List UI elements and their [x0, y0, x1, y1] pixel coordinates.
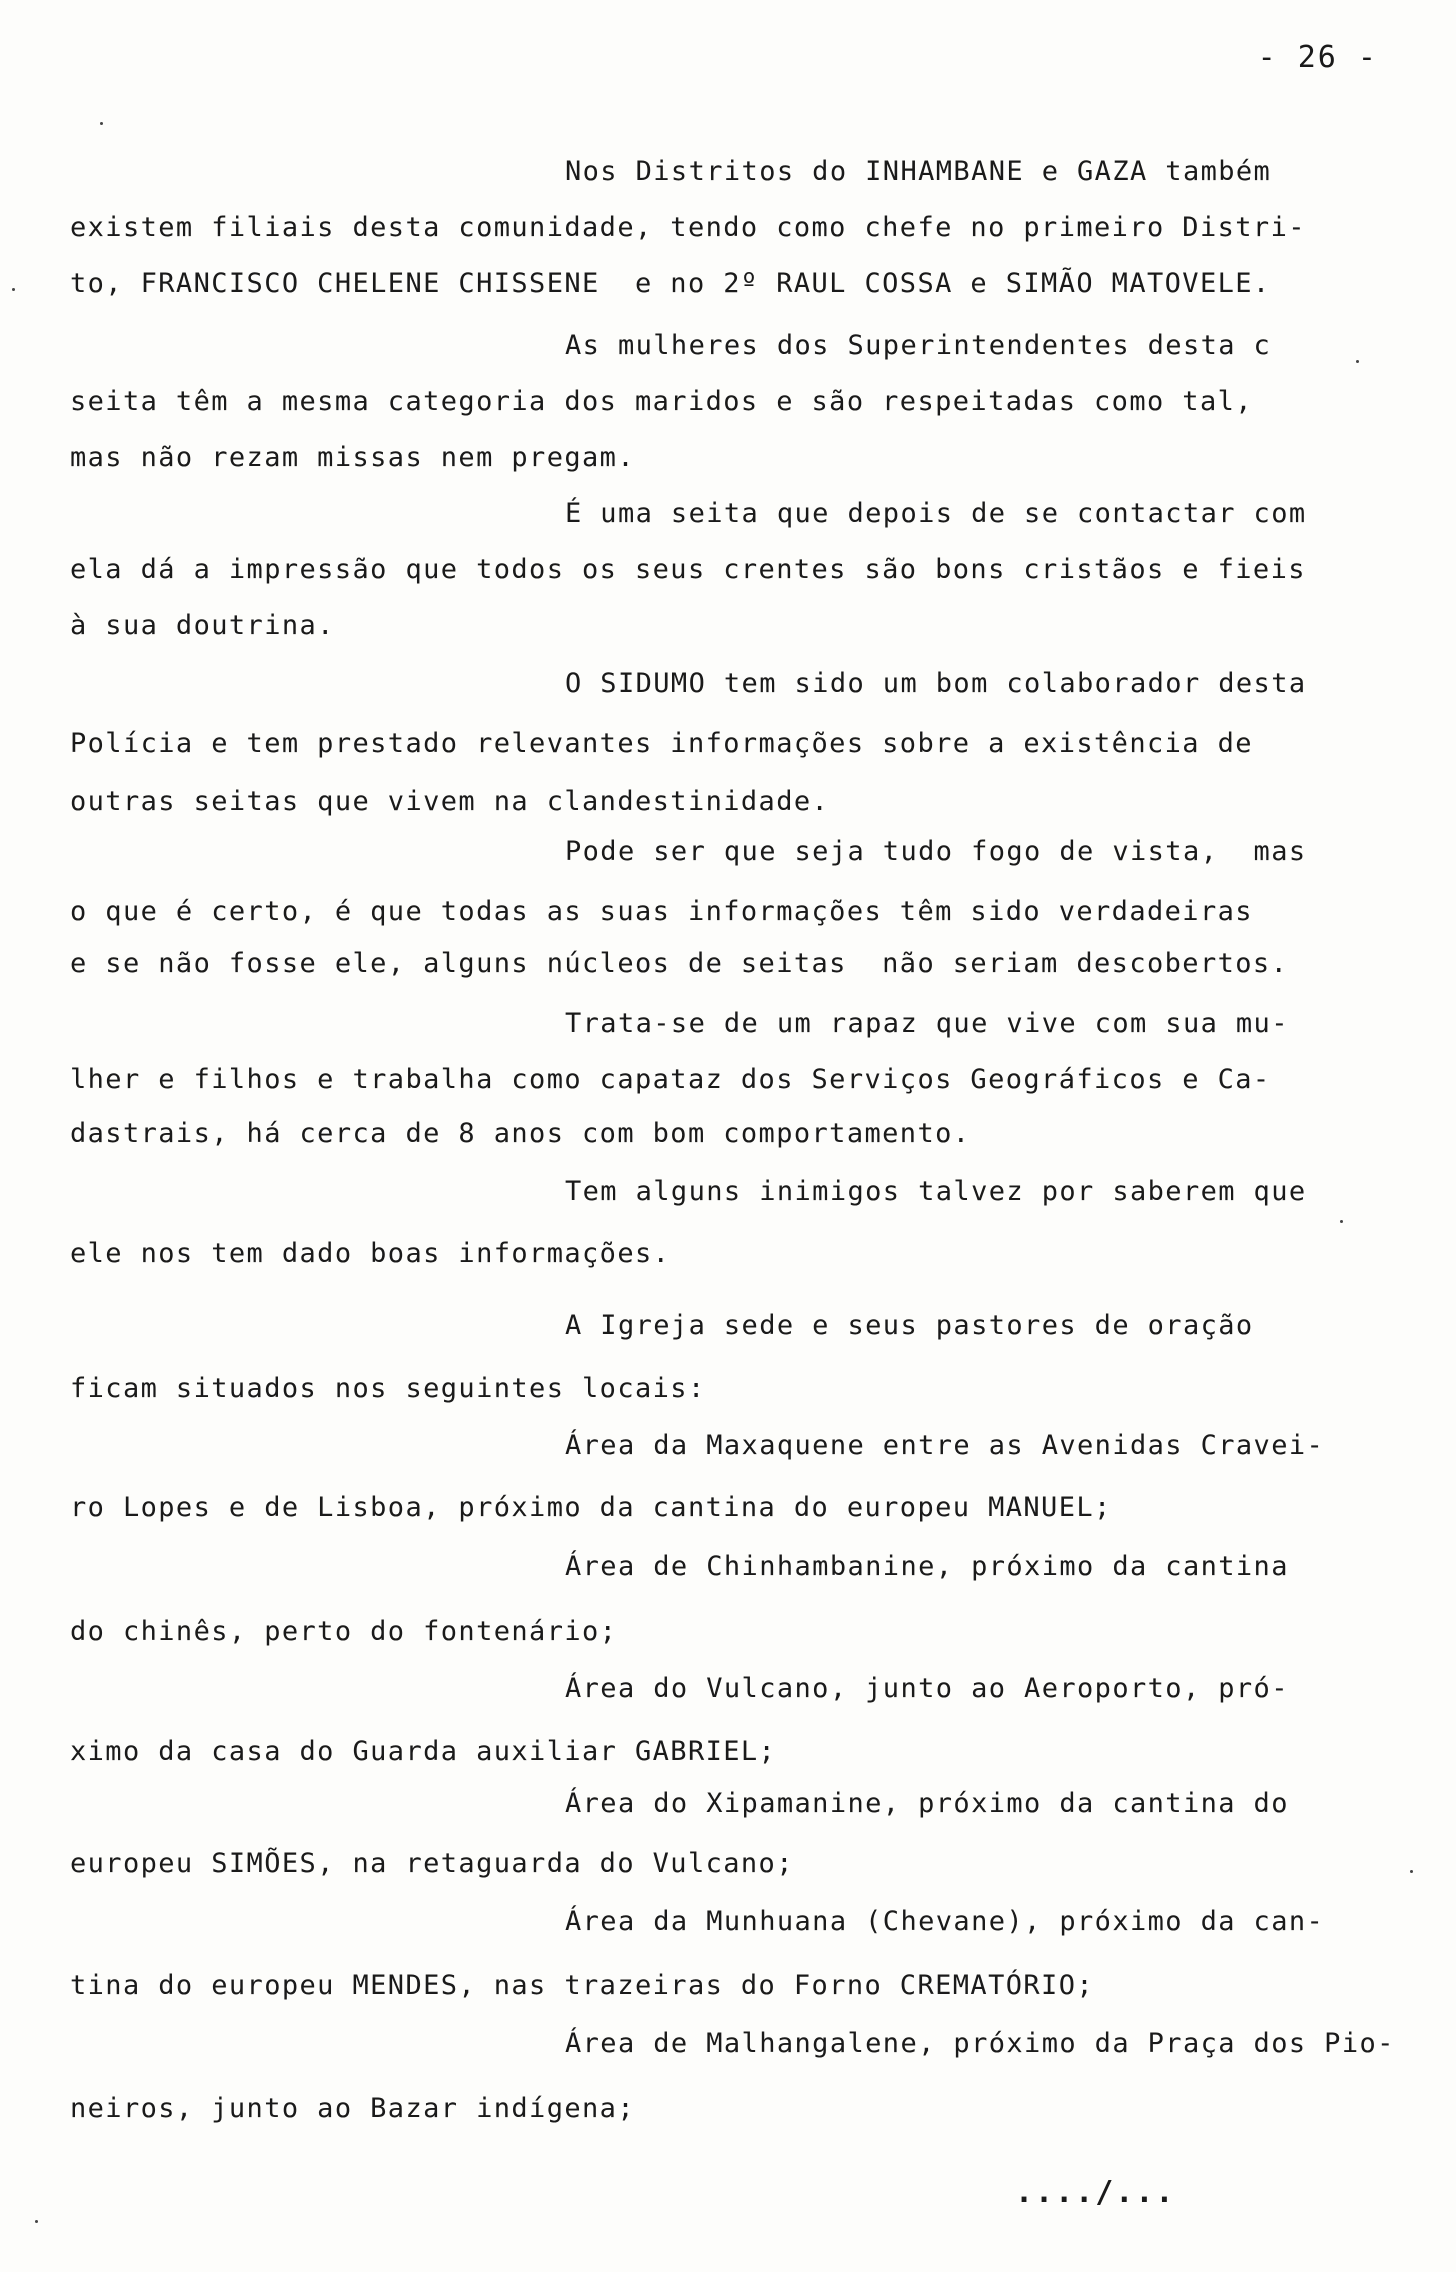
paragraph-line: Área de Chinhambanine, próximo da cantina: [565, 1551, 1289, 1582]
paragraph-line: e se não fosse ele, alguns núcleos de seitas não seriam descobertos.: [70, 948, 1289, 979]
paragraph-line: europeu SIMÕES, na retaguarda do Vulcano;: [70, 1848, 794, 1879]
paragraph-line: A Igreja sede e seus pastores de oração: [565, 1310, 1254, 1341]
scan-speck: [1340, 1220, 1343, 1223]
paragraph-line: Área do Xipamanine, próximo da cantina do: [565, 1788, 1289, 1819]
paragraph-line: do chinês, perto do fontenário;: [70, 1616, 618, 1647]
paragraph-line: existem filiais desta comunidade, tendo como chefe no primeiro Distri-: [70, 212, 1306, 243]
paragraph-line: Tem alguns inimigos talvez por saberem que: [565, 1176, 1307, 1207]
scan-speck: [1410, 1870, 1413, 1873]
paragraph-line: lher e filhos e trabalha como capataz dos Serviços Geográficos e Ca-: [70, 1064, 1271, 1095]
paragraph-line: O SIDUMO tem sido um bom colaborador desta: [565, 668, 1307, 699]
paragraph-line: neiros, junto ao Bazar indígena;: [70, 2093, 635, 2124]
scan-speck: [35, 2220, 38, 2223]
paragraph-line: Área da Maxaquene entre as Avenidas Cravei-: [565, 1430, 1325, 1461]
paragraph-line: ele nos tem dado boas informações.: [70, 1238, 671, 1269]
paragraph-line: dastrais, há cerca de 8 anos com bom comportamento.: [70, 1118, 971, 1149]
page-number: - 26 -: [1257, 40, 1378, 75]
paragraph-line: outras seitas que vivem na clandestinidade.: [70, 786, 830, 817]
continuation-mark: ..../...: [1015, 2175, 1176, 2210]
paragraph-line: ximo da casa do Guarda auxiliar GABRIEL;: [70, 1736, 777, 1767]
paragraph-line: Área do Vulcano, junto ao Aeroporto, pró-: [565, 1673, 1289, 1704]
paragraph-line: ela dá a impressão que todos os seus crentes são bons cristãos e fieis: [70, 554, 1306, 585]
paragraph-line: mas não rezam missas nem pregam.: [70, 442, 635, 473]
paragraph-line: o que é certo, é que todas as suas informações têm sido verdadeiras: [70, 896, 1253, 927]
paragraph-line: Área da Munhuana (Chevane), próximo da can-: [565, 1906, 1325, 1937]
paragraph-line: As mulheres dos Superintendentes desta c: [565, 330, 1272, 361]
paragraph-line: Polícia e tem prestado relevantes informações sobre a existência de: [70, 728, 1253, 759]
paragraph-line: Trata-se de um rapaz que vive com sua mu-: [565, 1008, 1289, 1039]
paragraph-line: ficam situados nos seguintes locais:: [70, 1373, 706, 1404]
paragraph-line: Nos Distritos do INHAMBANE e GAZA também: [565, 156, 1272, 187]
scan-speck: [100, 122, 103, 125]
scan-speck: [1356, 360, 1359, 363]
paragraph-line: É uma seita que depois de se contactar com: [565, 498, 1307, 529]
paragraph-line: to, FRANCISCO CHELENE CHISSENE e no 2º RAUL COSSA e SIMÃO MATOVELE.: [70, 268, 1271, 299]
scan-speck: [12, 288, 15, 291]
paragraph-line: ro Lopes e de Lisboa, próximo da cantina do europeu MANUEL;: [70, 1492, 1112, 1523]
paragraph-line: Área de Malhangalene, próximo da Praça dos Pio-: [565, 2028, 1395, 2059]
paragraph-line: seita têm a mesma categoria dos maridos e são respeitadas como tal,: [70, 386, 1253, 417]
paragraph-line: Pode ser que seja tudo fogo de vista, mas: [565, 836, 1307, 867]
paragraph-line: tina do europeu MENDES, nas trazeiras do Forno CREMATÓRIO;: [70, 1970, 1095, 2001]
paragraph-line: à sua doutrina.: [70, 610, 335, 641]
